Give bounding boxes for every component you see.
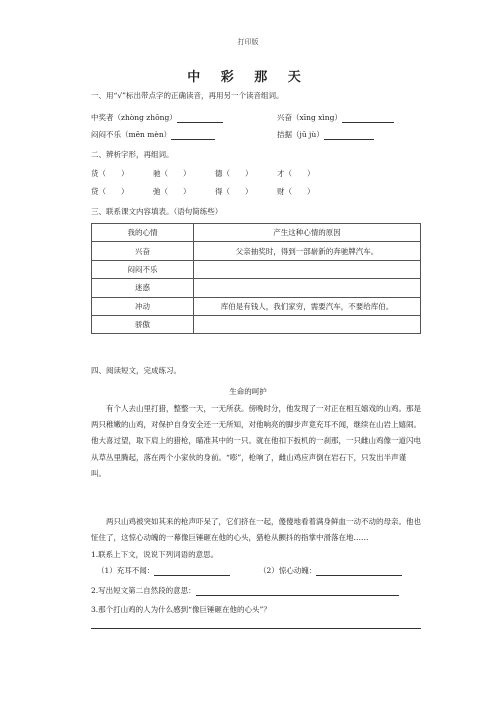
char-item: 驰（ ）: [153, 169, 191, 178]
pinyin-item: [277, 130, 374, 140]
answer-line[interactable]: [91, 628, 421, 629]
table-cell: 骄傲: [92, 315, 194, 333]
answer-blank[interactable]: [177, 114, 223, 123]
passage-paragraph-1: 有个人去山里打猎，整整一天，一无所获。傍晚时分，他发现了一对正在相互嬉戏的山鸡。那是两只稚嫩的山鸡，对保护自身安全还一无所知，对他响亮的脚步声竟充耳不闻，继续在山岩上嬉闹。他大喜过望，取下肩上的猎枪，瞄准其中的一只。就在他扣下扳机的一刹那，一只雌山鸡像一道闪电从草丛里腾起，落在两个小家伙的身前。“嘭”，枪响了，雌山鸡应声倒在岩石下，只发出半声谨叫。: [91, 404, 421, 478]
answer-blank[interactable]: [342, 114, 394, 123]
feelings-table: [91, 223, 421, 334]
char-item: 德（ ）: [215, 169, 253, 178]
table-cell: 闷闷不乐: [92, 260, 194, 278]
table-row: [92, 297, 421, 315]
pinyin-item-label: 兴奋（xīng xìng）: [277, 113, 342, 122]
passage-paragraph-2: 两只山鸡被突如其来的枪声吓呆了，它们挤在一起，傻傻地看着满身鲜血一动不动的母亲。他也怔住了，这惊心动魄的一幕像巨锤砸在他的心头，猎枪从颤抖的指掌中滑落在地……: [91, 517, 421, 543]
question-1a: [97, 566, 230, 576]
question-1b: [259, 566, 402, 576]
pinyin-item-label: 中奖者（zhòng zhōng）: [91, 113, 177, 122]
table-cell: 库伯是有钱人，我们家穷，需要汽车，不要给库伯。: [194, 297, 421, 315]
question-1b-label: （2）惊心动魄：: [259, 566, 317, 575]
table-header: 产生这种心情的原因: [194, 224, 421, 242]
pinyin-item: [277, 113, 394, 123]
table-header: 我的心情: [92, 224, 194, 242]
question-2-label: 2.写出短文第二自然段的意思：: [91, 586, 196, 595]
answer-blank[interactable]: [196, 587, 399, 596]
table-row: [92, 315, 421, 333]
table-header-row: [92, 224, 421, 242]
char-item: 货（ ）: [91, 169, 129, 178]
section2-heading: 二、辨析字形，再组词。: [91, 150, 174, 159]
char-item: 弛（ ）: [153, 187, 191, 196]
pinyin-item: [91, 113, 223, 123]
table-cell: 冲动: [92, 297, 194, 315]
table-row: [92, 260, 421, 278]
table-answer-cell[interactable]: [194, 279, 421, 297]
pinyin-item-label: 拮据（jū jù）: [277, 130, 324, 139]
answer-blank[interactable]: [154, 567, 230, 576]
char-item: 财（ ）: [277, 187, 315, 196]
section1-heading: 一、用“√”标出带点字的正确读音，再用另一个读音组词。: [91, 91, 284, 100]
answer-blank[interactable]: [316, 567, 402, 576]
table-cell: 父亲抽奖时，得到一部崭新的奔驰牌汽车。: [194, 242, 421, 260]
pinyin-item-label: 闷闷不乐（mēn mèn）: [91, 130, 172, 139]
table-answer-cell[interactable]: [194, 315, 421, 333]
answer-blank[interactable]: [171, 131, 215, 140]
char-item: 得（ ）: [215, 187, 253, 196]
pinyin-item: [91, 130, 215, 140]
question-1a-label: （1）充耳不闻：: [97, 566, 155, 575]
doc-title: 中 彩 那 天: [187, 70, 309, 85]
question-1: 1.联系上下文，说说下列词语的意思。: [91, 550, 219, 559]
question-2: [91, 586, 399, 596]
section3-heading: 三、联系课文内容填表。（语句简练些）: [91, 207, 223, 216]
passage-title: 生命的呵护: [229, 387, 267, 396]
char-item: 才（ ）: [277, 169, 315, 178]
table-answer-cell[interactable]: [194, 260, 421, 278]
section4-heading: 四、阅读短文，完成练习。: [91, 366, 181, 375]
question-3: 3.那个打山鸡的人为什么感到“像巨锤砸在他的心头”？: [91, 605, 271, 614]
table-row: [92, 242, 421, 260]
table-cell: 兴奋: [92, 242, 194, 260]
table-row: [92, 279, 421, 297]
char-item: 贷（ ）: [91, 187, 129, 196]
answer-blank[interactable]: [324, 131, 374, 140]
table-cell: 迷惑: [92, 279, 194, 297]
print-version-label: 打印版: [237, 38, 259, 46]
